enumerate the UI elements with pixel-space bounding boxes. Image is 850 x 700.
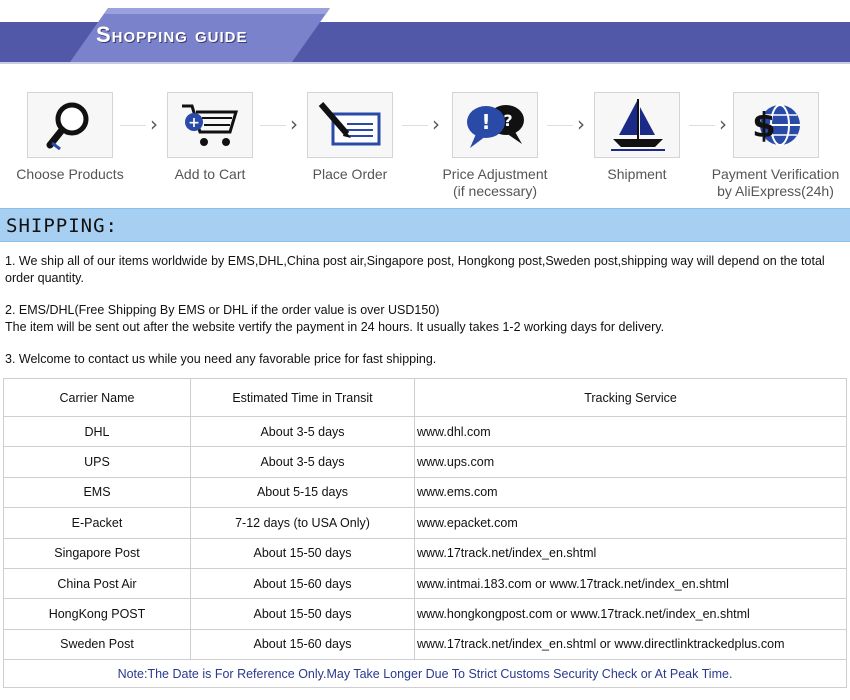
carrier-name: HongKong POST [4,599,191,629]
step-choose-products [0,92,140,183]
step-sublabel: by AliExpress(24h) [717,183,834,199]
sailboat-icon [607,97,667,153]
shipping-carrier-table [3,378,847,688]
shopping-steps [0,92,850,204]
transit-time: About 15-50 days [191,538,415,568]
step-icon-box [27,92,113,158]
table-row [4,417,847,447]
step-arrow: › [400,112,440,136]
step-label: Choose Products [16,166,124,182]
transit-time: About 15-60 days [191,568,415,598]
step-icon-box [167,92,253,158]
step-shipment [567,92,707,183]
shipping-paragraph-2-line-1: 2. EMS/DHL(Free Shipping By EMS or DHL if the order value is over USD150) [5,303,440,317]
table-row [4,447,847,477]
table-header-row [4,379,847,417]
table-row [4,568,847,598]
shipping-paragraph-1: 1. We ship all of our items worldwide by EMS,DHL,China post air,Singapore post, Hongkong post,Sweden post,shipping way will depend on the total order quantity. [5,254,825,285]
svg-text:+: + [188,115,200,131]
step-label: Payment Verification [711,166,840,182]
transit-time: About 15-60 days [191,629,415,659]
step-arrow: › [258,112,298,136]
shipping-paragraph-3: 3. Welcome to contact us while you need any favorable price for fast shipping. [5,352,437,366]
step-label: Shipment [607,166,667,182]
carrier-name: EMS [4,477,191,507]
shipping-header-title: SHIPPING: [6,215,118,237]
carrier-name: Sweden Post [4,629,191,659]
step-arrow: › [118,112,158,136]
column-header-tracking: Tracking Service [415,379,847,417]
reference-note: Note:The Date is For Reference Only.May Take Longer Due To Strict Customs Security Check or At Peak Time. [4,660,847,688]
transit-time: About 5-15 days [191,477,415,507]
tracking-service: www.dhl.com [415,417,847,447]
step-price-adjustment [425,92,565,200]
transit-time: About 3-5 days [191,417,415,447]
step-place-order [280,92,420,183]
carrier-name: UPS [4,447,191,477]
tracking-service: www.17track.net/index_en.shtml or www.directlinktrackedplus.com [415,629,847,659]
shipping-header [0,208,850,242]
step-payment-verification [703,92,848,200]
step-label: Place Order [312,166,388,182]
cart-icon [180,100,240,150]
svg-text:!: ! [481,110,491,134]
shipping-description [5,253,841,383]
banner-title: Shopping guide [96,22,248,47]
chat-bubbles-icon [462,98,528,152]
step-arrow: › [545,112,585,136]
table-row [4,629,847,659]
table-row [4,599,847,629]
table-row [4,538,847,568]
svg-text:?: ? [503,111,513,130]
step-icon-box [594,92,680,158]
tracking-service: www.hongkongpost.com or www.17track.net/index_en.shtml [415,599,847,629]
carrier-name: E-Packet [4,508,191,538]
step-label: Add to Cart [174,166,246,182]
carrier-name: China Post Air [4,568,191,598]
column-header-transit-time: Estimated Time in Transit [191,379,415,417]
step-icon-box [452,92,538,158]
table-note-row [4,660,847,688]
shipping-paragraph-2-line-2: The item will be sent out after the website vertify the payment in 24 hours. It usually takes 1-2 working days for delivery. [5,320,665,334]
step-add-to-cart [140,92,280,183]
table-row [4,508,847,538]
transit-time: 7-12 days (to USA Only) [191,508,415,538]
tracking-service: www.intmai.183.com or www.17track.net/index_en.shtml [415,568,847,598]
step-icon-box [733,92,819,158]
step-sublabel: (if necessary) [452,183,538,199]
shipping-paragraph-2 [5,302,841,336]
svg-text:$: $ [751,106,776,146]
dollar-globe-icon [748,97,804,153]
tracking-service: www.ems.com [415,477,847,507]
transit-time: About 3-5 days [191,447,415,477]
magnifier-icon [42,97,98,153]
table-row [4,477,847,507]
column-header-carrier: Carrier Name [4,379,191,417]
tracking-service: www.ups.com [415,447,847,477]
pen-form-icon [317,100,383,150]
step-icon-box [307,92,393,158]
step-arrow: › [687,112,727,136]
transit-time: About 15-50 days [191,599,415,629]
carrier-name: Singapore Post [4,538,191,568]
shopping-guide-banner [0,0,850,64]
tracking-service: www.epacket.com [415,508,847,538]
carrier-name: DHL [4,417,191,447]
step-label: Price Adjustment [442,166,548,182]
tracking-service: www.17track.net/index_en.shtml [415,538,847,568]
